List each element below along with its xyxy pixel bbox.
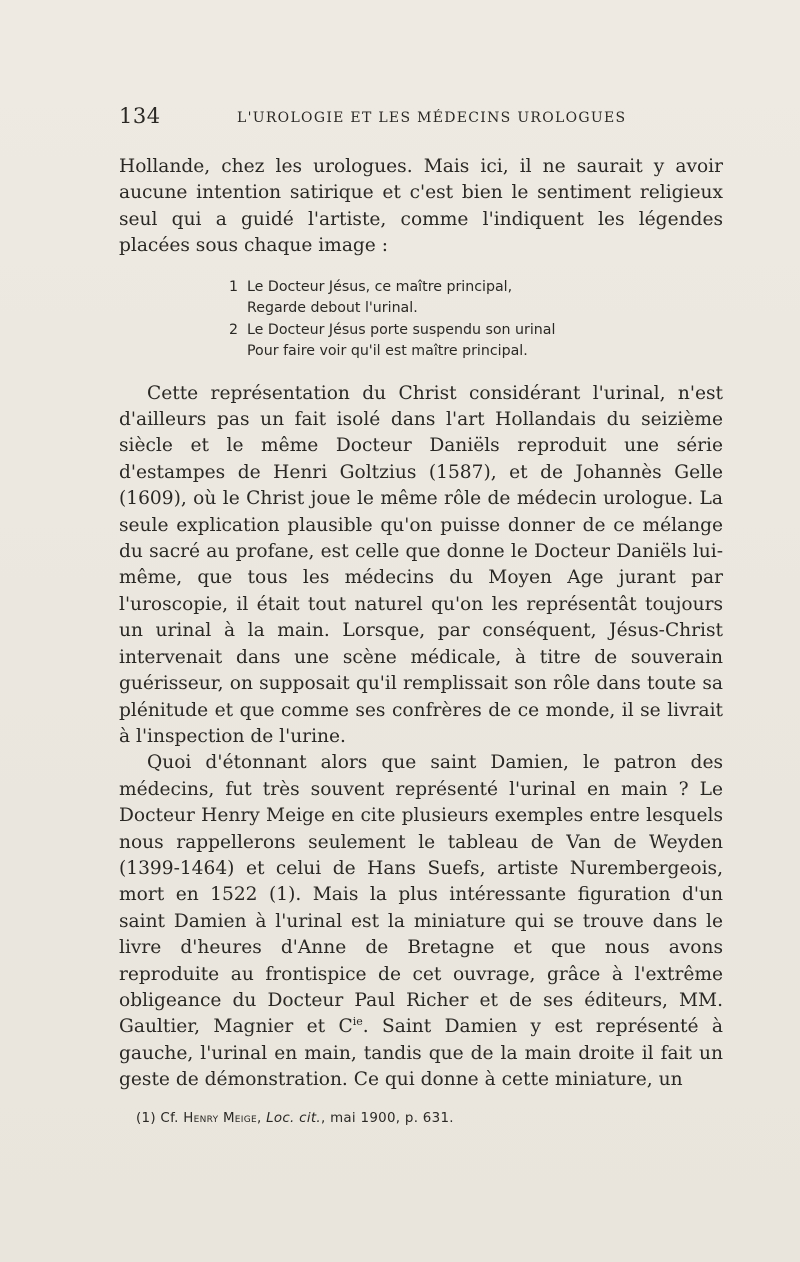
- footnote-reference: Loc. cit.: [266, 1111, 321, 1126]
- paragraph-3: [119, 750, 723, 1093]
- verse-number-2: 2: [229, 321, 239, 338]
- footnote-marker: (1) Cf.: [136, 1111, 179, 1126]
- footnote: (1) Cf. Henry Meige, Loc. cit., mai 1900, p. 631.: [136, 1111, 454, 1126]
- verse-number-1: 1: [229, 278, 239, 295]
- paragraph-2: Cette représentation du Christ considérant l'urinal, n'est d'ailleurs pas un fait isolé dans l'art Hollandais du seizième siècle et le même Docteur Daniëls reproduit une série d'estampes de Henri Goltzius (1587), et de Johannès Gelle (1609), où le Christ joue le même rôle de médecin urologue. La seule explication plausible qu'on puisse donner de ce mélange du sacré au profane, est celle que donne le Docteur Daniëls lui-même, que tous les médecins du Moyen Age jurant par l'uroscopie, il était tout naturel qu'on les représentât toujours un urinal à la main. Lorsque, par conséquent, Jésus-Christ intervenait dans une scène médicale, à titre de souverain guérisseur, on supposait qu'il remplissait son rôle dans toute sa plénitude et que comme ses confrères de ce monde, il se livrait à l'inspection de l'urine.: [119, 382, 723, 747]
- verse-line-4: Pour faire voir qu'il est maître principal.: [247, 343, 528, 360]
- paragraph-1: Hollande, chez les urologues. Mais ici, il ne saurait y avoir aucune intention satirique et c'est bien le sentiment religieux seul qui a guidé l'artiste, comme l'indiquent les légendes placées sous chaque image :: [119, 156, 723, 257]
- verse-block: [119, 277, 723, 363]
- superscript-ie: ie: [352, 1015, 363, 1029]
- paragraph-3-text-a: Quoi d'étonnant alors que saint Damien, le patron des médecins, fut très souvent représenté l'urinal en main ? Le Docteur Henry Meige en cite plusieurs exemples entre lesquels nous rappellerons seulement le tableau de Van de Weyden (1399-1464) et celui de Hans Suefs, artiste Nurembergeois, mort en 1522 (1). Mais la plus intéressante figuration d'un saint Damien à l'urinal est la miniature qui se trouve dans le livre d'heures d'Anne de Bretagne et que nous avons reproduite au frontispice de cet ouvrage, grâce à l'extrême obligeance du Docteur Paul Richer et de ses éditeurs, MM. Gaultier, Magnier et C: [119, 752, 723, 1038]
- paragraph-3-text-b: . Saint Damien y est représenté à gauche, l'urinal en main, tandis que de la main droite il fait un geste de démonstration. Ce qui donne à cette miniature, un: [119, 1016, 723, 1091]
- verse-text-3: Le Docteur Jésus porte suspendu son urinal: [247, 321, 556, 338]
- footnote-author: Henry Meige: [183, 1111, 258, 1126]
- verse-line-1: [229, 277, 723, 299]
- body-text: [119, 154, 723, 1094]
- verse-text-1: Le Docteur Jésus, ce maître principal,: [247, 278, 513, 295]
- page-header: [119, 104, 729, 134]
- verse-line-2: Regarde debout l'urinal.: [247, 300, 418, 317]
- page-number: 134: [119, 104, 161, 128]
- footnote-rest: , mai 1900, p. 631.: [320, 1111, 454, 1126]
- running-title: L'UROLOGIE ET LES MÉDECINS UROLOGUES: [237, 110, 627, 126]
- verse-line-3: [229, 320, 723, 342]
